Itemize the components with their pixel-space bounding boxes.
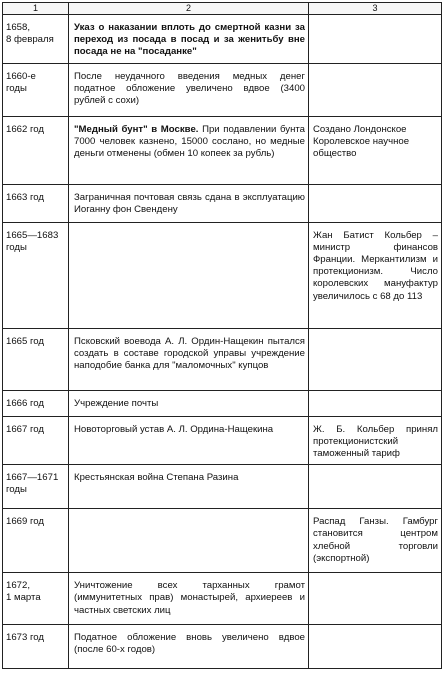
event-text: Новоторговый устав А. Л. Ордина-Нащекина bbox=[74, 423, 274, 435]
world-cell bbox=[309, 573, 442, 625]
header-col-2: 2 bbox=[69, 3, 309, 15]
date-line: годы bbox=[6, 82, 27, 94]
event-cell bbox=[69, 184, 309, 222]
table-row bbox=[3, 328, 442, 390]
world-cell: Ж. Б. Кольбер принял протекционистский таможенный тариф bbox=[309, 416, 442, 465]
date-line: 1663 год bbox=[6, 191, 45, 203]
date-line: 1667—1671 bbox=[6, 472, 59, 484]
date-line: 1667 год bbox=[6, 423, 45, 435]
date-line: 1658, bbox=[6, 22, 31, 33]
date-line: 1665 год bbox=[6, 335, 45, 347]
table-row bbox=[3, 573, 442, 625]
event-cell bbox=[69, 15, 309, 64]
date-cell bbox=[3, 465, 69, 509]
date-cell bbox=[3, 416, 69, 465]
event-text: Податное обложение вновь увеличено вдвое (после 60-х годов) bbox=[74, 632, 305, 656]
table-row bbox=[3, 222, 442, 328]
event-bold-text: "Медный бунт" в Москве. bbox=[74, 123, 199, 135]
date-line: 1672, bbox=[6, 580, 31, 592]
date-line: 1669 год bbox=[6, 516, 45, 528]
date-cell bbox=[3, 328, 69, 390]
world-cell bbox=[309, 15, 442, 64]
event-cell bbox=[69, 63, 309, 116]
table-row bbox=[3, 15, 442, 64]
table-row bbox=[3, 465, 442, 509]
table-row bbox=[3, 63, 442, 116]
event-cell bbox=[69, 625, 309, 669]
table-row bbox=[3, 509, 442, 573]
world-cell: Жан Батист Кольбер – министр финансов Франции. Меркантилизм и протекционизм. Число королевских мануфактур увеличилось с 68 до 113 bbox=[309, 222, 442, 328]
chronology-table bbox=[2, 2, 442, 669]
date-line: 1662 год bbox=[6, 123, 45, 135]
world-cell bbox=[309, 184, 442, 222]
event-text: После неудачного введения медных денег податное обложение увеличено вдвое (3400 рублей с сохи) bbox=[74, 70, 305, 107]
event-text: Уничтожение всех тарханных грамот (иммунитетных прав) монастырей, архиереев и частных светских лиц bbox=[74, 580, 305, 616]
date-line: 1660-е bbox=[6, 70, 36, 82]
date-cell bbox=[3, 390, 69, 416]
date-cell bbox=[3, 63, 69, 116]
event-text: Крестьянская война Степана Разина bbox=[74, 472, 239, 484]
event-cell bbox=[69, 573, 309, 625]
date-line: годы bbox=[6, 484, 27, 496]
event-bold-text: Указ о наказании вплоть до смертной казни за переход из посада в посад и за женитьбу вне посада не на "посаданке" bbox=[74, 22, 305, 58]
world-cell bbox=[309, 63, 442, 116]
event-cell bbox=[69, 116, 309, 184]
event-text: Учреждение почты bbox=[74, 397, 159, 409]
event-cell bbox=[69, 416, 309, 465]
table-row bbox=[3, 625, 442, 669]
date-cell bbox=[3, 222, 69, 328]
date-cell bbox=[3, 116, 69, 184]
event-cell bbox=[69, 390, 309, 416]
date-cell bbox=[3, 15, 69, 64]
world-cell bbox=[309, 390, 442, 416]
event-text: При подавлении бунта 7000 человек казнено, 15000 сослано, но медные деньги отменены (обмен 10 копеек за рубль) bbox=[74, 123, 306, 160]
table-row bbox=[3, 184, 442, 222]
event-text: Псковский воевода А. Л. Ордин-Нащекин пытался создать в составе городской управы учреждение наподобие банка для "маломочных" купцов bbox=[74, 335, 305, 372]
event-cell bbox=[69, 328, 309, 390]
event-cell bbox=[69, 222, 309, 328]
event-cell bbox=[69, 465, 309, 509]
world-cell bbox=[309, 328, 442, 390]
table-row bbox=[3, 416, 442, 465]
date-line: 1666 год bbox=[6, 397, 45, 409]
date-cell bbox=[3, 625, 69, 669]
date-line: 1665—1683 bbox=[6, 229, 59, 241]
world-cell: Создано Лондонское Королевское научное общество bbox=[309, 116, 442, 184]
date-line: 1673 год bbox=[6, 632, 45, 644]
date-line: 1 марта bbox=[6, 592, 41, 604]
date-cell bbox=[3, 184, 69, 222]
table-row bbox=[3, 116, 442, 184]
table-row bbox=[3, 390, 442, 416]
table-header-row bbox=[3, 3, 442, 15]
date-cell bbox=[3, 509, 69, 573]
date-line: годы bbox=[6, 241, 27, 253]
world-cell bbox=[309, 625, 442, 669]
world-cell bbox=[309, 465, 442, 509]
world-cell: Распад Ганзы. Гамбург становится центром хлебной торговли (экспортной) bbox=[309, 509, 442, 573]
header-col-3: 3 bbox=[309, 3, 442, 15]
event-cell bbox=[69, 509, 309, 573]
event-text: Заграничная почтовая связь сдана в эксплуатацию Иоганну фон Свендену bbox=[74, 191, 305, 215]
date-line: 8 февраля bbox=[6, 34, 54, 46]
date-cell bbox=[3, 573, 69, 625]
header-col-1: 1 bbox=[3, 3, 69, 15]
